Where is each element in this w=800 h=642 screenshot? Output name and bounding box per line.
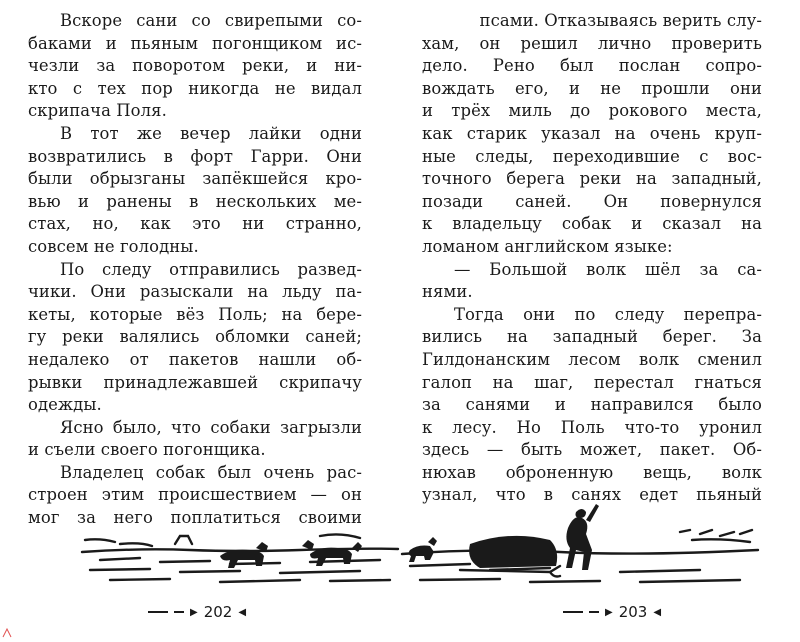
text-line: и трёх миль до рокового места, xyxy=(422,101,762,121)
text-line: чики. Они разыскали на льду па- xyxy=(28,282,362,302)
text-line: Ясно было, что собаки загрызли xyxy=(60,417,362,437)
text-line: одежды. xyxy=(28,395,102,415)
text-line: псами. Отказываясь верить слу- xyxy=(479,11,762,30)
text-line: скрипача Поля. xyxy=(28,101,167,121)
text-line: нюхав оброненную вещь, волк xyxy=(422,462,762,482)
text-line: и съели своего погонщика. xyxy=(28,440,266,460)
text-line: возвратились в форт Гарри. Они xyxy=(28,146,362,166)
text-line: точного берега реки на западный, xyxy=(422,169,762,189)
text-line: здесь — быть может, пакет. Об- xyxy=(422,440,762,460)
text-line: гу реки валялись обломки саней; xyxy=(28,327,362,347)
text-line: мог за него поплатиться своими xyxy=(28,508,362,528)
arrow-icon: ▶ xyxy=(605,606,613,618)
right-page xyxy=(400,0,800,642)
text-line: галоп на шаг, перестал гнаться xyxy=(422,372,762,392)
text-line: В тот же вечер лайки одни xyxy=(60,123,362,143)
folio-rule xyxy=(589,611,599,613)
text-line: хам, он решил лично проверить xyxy=(422,33,762,53)
text-line: были обрызганы запёкшейся кро- xyxy=(28,169,362,189)
text-line: Владелец собак был очень рас- xyxy=(60,462,362,482)
sled-driver-sketch-icon xyxy=(400,500,760,590)
text-line: дело. Рено был послан сопро- xyxy=(422,56,762,76)
text-line: баками и пьяным погонщиком ис- xyxy=(28,33,362,53)
winter-dogs-sketch-icon xyxy=(80,500,400,590)
text-line: кто с тех пор никогда не видал xyxy=(28,78,362,98)
folio-rule xyxy=(563,611,583,613)
text-line: как старик указал на очень круп- xyxy=(422,123,762,143)
corner-mark-icon xyxy=(2,628,12,638)
text-line: совсем не голодны. xyxy=(28,236,199,256)
text-line: Гилдонанским лесом волк сменил xyxy=(422,349,762,369)
folio-rule xyxy=(148,611,168,613)
arrow-icon: ◀ xyxy=(238,606,247,618)
arrow-icon: ▶ xyxy=(190,606,198,618)
page-number-left xyxy=(148,603,246,621)
folio-rule xyxy=(174,611,184,613)
arrow-icon: ◀ xyxy=(653,606,662,618)
text-line: ные следы, переходившие с вос- xyxy=(422,146,762,166)
text-line: вождать его, и не прошли они xyxy=(422,78,762,98)
page-number: 203 xyxy=(618,603,648,621)
text-line: По следу отправились развед- xyxy=(60,259,362,279)
text-line: стах, но, как это ни странно, xyxy=(28,214,362,234)
text-line: позади саней. Он повернулся xyxy=(422,191,762,211)
page-number-right xyxy=(563,603,661,621)
text-line: узнал, что в санях едет пьяный xyxy=(422,485,762,505)
left-text-column xyxy=(28,10,362,530)
text-line: Тогда они по следу перепра- xyxy=(454,304,762,324)
text-line: за санями и направился было xyxy=(422,395,762,415)
page-number: 202 xyxy=(203,603,233,621)
text-line: Вскоре сани со свирепыми со- xyxy=(60,11,362,30)
text-line: — Большой волк шёл за са- xyxy=(454,259,762,279)
text-line: вились на западный берег. За xyxy=(422,327,762,347)
text-line: к лесу. Но Поль что-то уронил xyxy=(422,417,762,437)
text-line: чезли за поворотом реки, и ни- xyxy=(28,56,362,76)
text-line: к владельцу собак и сказал на xyxy=(422,214,762,234)
text-line: ломаном английском языке: xyxy=(422,236,673,256)
text-line: строен этим происшествием — он xyxy=(28,485,362,505)
text-line: рывки принадлежавшей скрипачу xyxy=(28,372,362,392)
text-line: недалеко от пакетов нашли об- xyxy=(28,349,362,369)
text-line: вью и ранены в нескольких ме- xyxy=(28,191,362,211)
text-line: нями. xyxy=(422,282,473,302)
right-text-column xyxy=(422,10,762,507)
text-line: кеты, которые вёз Поль; на бере- xyxy=(28,304,362,324)
